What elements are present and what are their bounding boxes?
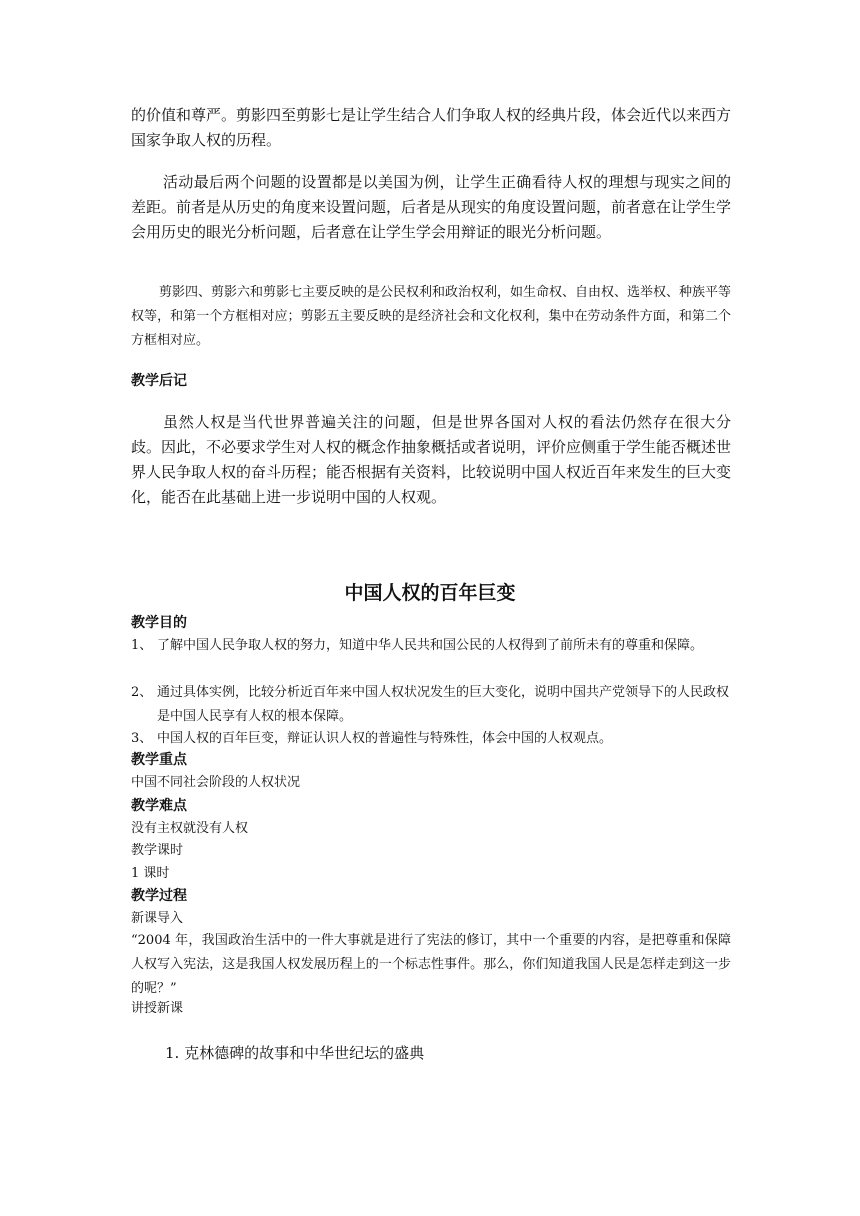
heading-teaching-process: 教学过程 (131, 888, 187, 904)
lesson-title: 中国人权的百年巨变 (344, 582, 516, 604)
goal-text: 了解中国人民争取人权的努力，知道中华人民共和国公民的人权得到了前所未有的尊重和保障。 (157, 638, 704, 653)
teach-label: 讲授新课 (131, 1001, 184, 1016)
hours-text: 1 课时 (131, 866, 170, 881)
goal-number: 1、 (131, 638, 153, 653)
goal-item (131, 681, 731, 729)
paragraph-postscript: 虽然人权是当代世界普遍关注的问题，但是世界各国对人权的看法仍然存在很大分歧。因此，不必要求学生对人权的概念作抽象概括或者说明，评价应侧重于学生能否概述世界人民争取人权的奋斗历程；能否根据有关资料，比较说明中国人权近百年来发生的巨大变化，能否在此基础上进一步说明中国的人权观。 (131, 413, 732, 506)
section-heading-1: 1. 克林德碑的故事和中华世纪坛的盛典 (165, 1044, 425, 1062)
intro-label: 新课导入 (131, 911, 184, 926)
difficulty-text: 没有主权就没有人权 (131, 821, 249, 836)
paragraph-silhouettes-intro: 的价值和尊严。剪影四至剪影七是让学生结合人们争取人权的经典片段，体会近代以来西方国家争取人权的历程。 (131, 106, 732, 149)
hours-label: 教学课时 (131, 843, 184, 858)
heading-teaching-difficulty: 教学难点 (131, 798, 187, 814)
goal-item (131, 727, 731, 751)
goal-text: 通过具体实例，比较分析近百年来中国人权状况发生的巨大变化，说明中国共产党领导下的人民政权是中国人民享有人权的根本保障。 (157, 685, 730, 724)
paragraph-silhouette-rights: 剪影四、剪影六和剪影七主要反映的是公民权利和政治权利，如生命权、自由权、选举权、种族平等权等，和第一个方框相对应；剪影五主要反映的是经济社会和文化权利，集中在劳动条件方面，和第二个方框相对应。 (131, 285, 732, 348)
goal-number: 2、 (131, 685, 153, 700)
heading-teaching-focus: 教学重点 (131, 752, 187, 768)
goal-text: 中国人权的百年巨变，辩证认识人权的普遍性与特殊性，体会中国的人权观点。 (157, 731, 613, 746)
goal-item (131, 634, 731, 658)
heading-teaching-goals: 教学目的 (131, 615, 187, 631)
intro-quote: “2004 年，我国政治生活中的一件大事就是进行了宪法的修订，其中一个重要的内容，是把尊重和保障人权写入宪法，这是我国人权发展历程上的一个标志性事件。那么，你们知道我国人民是怎样走到这一步的呢？” (131, 933, 731, 996)
focus-text: 中国不同社会阶段的人权状况 (131, 775, 301, 790)
heading-teaching-postscript: 教学后记 (131, 373, 187, 389)
paragraph-activity-questions: 活动最后两个问题的设置都是以美国为例，让学生正确看待人权的理想与现实之间的差距。前者是从历史的角度来设置问题，后者是从现实的角度设置问题，前者意在让学生学会用历史的眼光分析问题，后者意在让学生学会用辩证的眼光分析问题。 (131, 173, 732, 241)
goal-number: 3、 (131, 731, 153, 746)
